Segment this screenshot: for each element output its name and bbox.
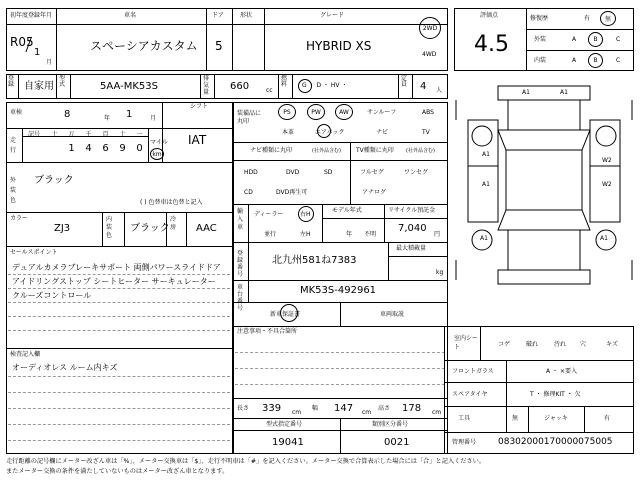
- diagram-mark: A1: [482, 181, 490, 188]
- inspection-year: 8: [64, 109, 71, 120]
- reg-type-label: 登録: [8, 75, 15, 88]
- row2-box: [6, 74, 448, 99]
- interior-grade-option: A: [572, 57, 577, 64]
- fuel-label: 燃料: [281, 75, 288, 88]
- warranty-new-car: 新車保証書: [270, 311, 301, 318]
- class-number-label: 類別区分番号: [372, 421, 409, 428]
- tv-item: ワンセグ: [404, 169, 429, 176]
- repair-option: 有: [584, 15, 591, 22]
- exterior-label: 外装色: [10, 177, 17, 204]
- car-name-label: 車名: [124, 12, 137, 19]
- exterior-grade-option: B: [593, 36, 598, 43]
- digit-header: 十: [119, 131, 126, 138]
- displacement-value: 660: [230, 81, 250, 92]
- diagram-mark: A1: [560, 89, 568, 96]
- import-right: 右H: [300, 211, 311, 218]
- exterior-grade-label: 外装: [534, 36, 547, 43]
- equipment-pw-label: PW: [311, 108, 321, 116]
- width-unit: cm: [362, 409, 372, 416]
- equipment-aw-label: AW: [339, 108, 349, 116]
- height-value: 178: [402, 403, 422, 414]
- exterior-grade-circle: [588, 32, 603, 47]
- import-right-circle: [298, 206, 314, 222]
- max-load-label: 最大積載量: [396, 245, 427, 252]
- import-parallel: 並行: [264, 231, 277, 238]
- center-block-box: [233, 102, 448, 454]
- mileage-label: 走行: [10, 137, 17, 154]
- diagram-right-rear: [590, 166, 620, 222]
- seat-item: コゲ: [498, 341, 511, 348]
- chassis-label: 車台番号: [237, 284, 244, 312]
- width-value: 147: [334, 403, 354, 414]
- interior-grade-label: 内装: [534, 57, 547, 64]
- diagram-rear-glass: [498, 210, 590, 230]
- warranty-manual: 車両取説: [380, 311, 405, 318]
- sales-point-line: デュアルカメラブレーキサポート 両側パワースライドドア: [12, 263, 221, 272]
- navi-sub: (社外品含む): [312, 148, 341, 154]
- repair-option: 無: [604, 16, 611, 23]
- mileage-unit-mile: マイル: [150, 139, 168, 146]
- car-diagram: [452, 80, 636, 320]
- first-reg-label: 初年度登録年月: [10, 12, 53, 19]
- seat-item: 汚れ: [554, 341, 567, 348]
- seat-label: 室内シート: [454, 335, 479, 351]
- digit-header: 千: [85, 131, 92, 138]
- import-label: 輸入車: [237, 208, 244, 231]
- drive-circle: [419, 17, 441, 39]
- shape-label: 形状: [240, 12, 253, 19]
- model-year-unit: 年: [346, 231, 353, 238]
- chassis-value: MK53S-492961: [300, 285, 377, 296]
- mileage-digit: 4: [85, 143, 92, 154]
- shift-value: IAT: [188, 133, 207, 147]
- spare-label: スペアタイヤ: [452, 391, 488, 398]
- footer-line-1: 走行距離の記号欄にメーター改ざん車は「%」、メーター交換車は「$」、走行不明車は「#」を記入ください。メーター交換で合算表示した場合には「合」と記入ください。: [6, 458, 486, 465]
- sales-point-line: クルーズコントロール: [12, 291, 92, 300]
- header-row-box: [6, 8, 448, 71]
- interior-color-label: 内装色: [106, 216, 113, 239]
- grade-value: HYBRID XS: [306, 39, 372, 53]
- digit-header: 百: [102, 131, 109, 138]
- inspector-line: オーディオレス ルーム内キズ: [12, 363, 118, 372]
- exterior-grade-option: C: [616, 36, 621, 43]
- model-label: 型式: [59, 75, 66, 88]
- type-number-label: 型式指定番号: [266, 421, 303, 428]
- notes-label: 注意事項・不具合箇所: [237, 328, 298, 335]
- tv-sub: (社外品含む): [406, 148, 435, 154]
- tv-item: アナログ: [362, 189, 387, 196]
- airbag-circle: [317, 124, 331, 138]
- capacity-unit: 人: [436, 87, 443, 94]
- navi-header: ナビ種類に丸印: [250, 147, 293, 154]
- interior-color-value: ブラック: [130, 223, 170, 234]
- equipment-item: ナビ: [376, 129, 389, 136]
- diagram-windshield: [498, 130, 590, 150]
- tools-label: 工具: [458, 415, 471, 422]
- plate-value: 北九州581ね7383: [272, 255, 357, 266]
- exterior-value: ブラック: [34, 175, 74, 186]
- import-left: 左H: [300, 231, 311, 238]
- tools-value: 無: [512, 415, 519, 422]
- drive-2wd: 2WD: [422, 24, 438, 32]
- width-label: 幅: [312, 405, 319, 412]
- model-year-unknown: 不明: [364, 231, 377, 238]
- class-number-value: 0021: [384, 437, 410, 448]
- import-dealer: ディーラー: [254, 211, 284, 218]
- mileage-unit-circle: [150, 148, 164, 160]
- capacity-label: 定員: [401, 75, 408, 88]
- divider: [6, 24, 448, 25]
- digit-header: 一: [136, 131, 143, 138]
- footer-line-2: またメーター交換の条件を満たしていないものはメーター改ざん車となります。: [6, 468, 229, 475]
- use-value: 自家用: [24, 81, 54, 92]
- seat-item: 穴: [580, 341, 587, 348]
- diagram-mark: A1: [600, 235, 608, 242]
- diagram-mark: W2: [602, 181, 612, 188]
- color-code-value: ZJ3: [54, 223, 71, 234]
- repair-label: 修復歴: [530, 15, 549, 22]
- ac-value: AAC: [196, 223, 217, 234]
- model-year-label: モデル年式: [332, 207, 362, 214]
- mileage-digit-headers: [22, 129, 148, 136]
- score-label: 評価点: [480, 12, 499, 19]
- plate-label: 登録番号: [237, 250, 244, 278]
- length-label: 長さ: [237, 405, 250, 412]
- inspection-month-unit: 月: [150, 115, 157, 122]
- fuel-options: G ・ D ・ HV ・: [302, 82, 348, 89]
- control-label: 管理番号: [452, 439, 477, 446]
- shift-label: シフト: [190, 103, 209, 110]
- diagram-brackets: [456, 100, 632, 280]
- jack-value: 有: [604, 415, 611, 422]
- equipment-aw: [335, 104, 353, 120]
- ac-label: 冷房: [170, 216, 177, 231]
- tv-header: TV種類に丸印: [356, 147, 394, 154]
- exterior-grade-option: A: [572, 36, 577, 43]
- diagram-rear-gate: [508, 230, 580, 270]
- mileage-digit: 9: [119, 143, 126, 154]
- height-unit: cm: [432, 409, 442, 416]
- equipment-item: エアバック: [315, 129, 345, 136]
- recycle-unit: 円: [434, 231, 441, 238]
- jack-label: ジャッキ: [544, 415, 568, 422]
- first-reg-year: R05: [10, 35, 34, 49]
- digit-header: 万: [68, 131, 75, 138]
- equipment-item: 本革: [282, 129, 295, 136]
- diagram-roof: [506, 150, 582, 210]
- navi-item: HDD: [244, 169, 258, 176]
- interior-grade-option: C: [616, 57, 621, 64]
- exterior-note: ( ) 色替車は色替と記入: [140, 199, 203, 206]
- diagram-left-rear: [468, 166, 498, 222]
- diagram-wheel-lf: [472, 126, 492, 146]
- diagram-wheel-rf: [596, 126, 616, 146]
- mileage-digit: 0: [136, 143, 143, 154]
- height-label: 高さ: [378, 405, 391, 412]
- car-name-value: スペーシアカスタム: [90, 39, 198, 53]
- seat-item: 破れ: [526, 341, 539, 348]
- equipment-item: サンルーフ: [367, 109, 397, 116]
- interior-grade-circle: [588, 53, 603, 68]
- tv-item: フルセグ: [360, 169, 384, 176]
- interior-grade-option: B: [593, 57, 598, 64]
- digit-header: 十: [51, 131, 58, 138]
- max-load-unit: kg: [436, 269, 444, 276]
- diagram-mark: A1: [482, 151, 490, 158]
- first-reg-month: 1: [34, 47, 41, 58]
- mileage-digits: [63, 143, 148, 154]
- displacement-unit: cc: [266, 87, 273, 94]
- diagram-left-front: [468, 120, 498, 166]
- type-number-value: 19041: [272, 437, 304, 448]
- navi-item: CD: [244, 189, 253, 196]
- model-value: 5AA-MK53S: [100, 81, 158, 92]
- navi-item: DVD: [286, 169, 300, 176]
- inspection-label: 車検: [10, 109, 23, 116]
- seat-item: キズ: [606, 341, 618, 348]
- sales-points-label: セールスポイント: [10, 249, 58, 256]
- doors-label: ドア: [212, 12, 224, 19]
- control-value: 08302000170000075005: [498, 437, 613, 447]
- equipment-label: 装備品に丸印: [237, 110, 262, 125]
- diagram-mark: A1: [522, 89, 530, 96]
- diagram-front-bumper: [498, 86, 590, 100]
- diagram-rear-bumper: [498, 270, 590, 284]
- navi-item: SD: [324, 169, 333, 176]
- spare-value: T ・ 修理KIT ・ 欠: [530, 391, 581, 398]
- equipment-ps-label: PS: [283, 108, 291, 116]
- equipment-item: ABS: [422, 109, 434, 116]
- glass-value: A ・ ×要入: [546, 368, 577, 375]
- recycle-value: 7,040: [398, 223, 427, 234]
- inspector-label: 検査記入欄: [10, 351, 41, 358]
- inspection-year-unit: 年: [104, 115, 111, 122]
- sales-point-line: アイドリングストップ シートヒーター サーキュレーター: [12, 277, 216, 286]
- length-unit: cm: [292, 409, 302, 416]
- equipment-item: TV: [422, 129, 430, 136]
- grade-label: グレード: [320, 12, 345, 19]
- mileage-unit-km: km: [152, 150, 162, 158]
- divider: [206, 8, 207, 71]
- first-reg-month-unit: 月: [46, 59, 53, 66]
- mileage-digit: 6: [102, 143, 109, 154]
- repair-circle: [600, 11, 616, 26]
- digit-header: 記号: [27, 131, 40, 138]
- diagram-hood: [508, 100, 580, 130]
- equipment-ps: [278, 104, 296, 120]
- inspection-month: 1: [126, 109, 133, 120]
- displacement-label: 排気量: [203, 75, 210, 96]
- capacity-value: 4: [420, 81, 427, 92]
- color-code-label: カラー: [10, 215, 29, 222]
- diagram-mark: W2: [602, 157, 612, 164]
- navi-item: DVD再生可: [276, 189, 308, 196]
- diagram-mark: A1: [480, 235, 488, 242]
- divider: [232, 8, 233, 71]
- divider: [56, 8, 57, 71]
- length-value: 339: [262, 403, 282, 414]
- doors-value: 5: [215, 39, 223, 53]
- divider: [264, 8, 265, 71]
- mileage-digit: 1: [68, 143, 75, 154]
- drive-4wd: 4WD: [422, 51, 437, 58]
- score-value: 4.5: [474, 32, 509, 57]
- recycle-label: リサイクル預託金: [388, 207, 436, 214]
- glass-label: フロントガラス: [452, 368, 494, 375]
- equipment-pw: [307, 104, 325, 120]
